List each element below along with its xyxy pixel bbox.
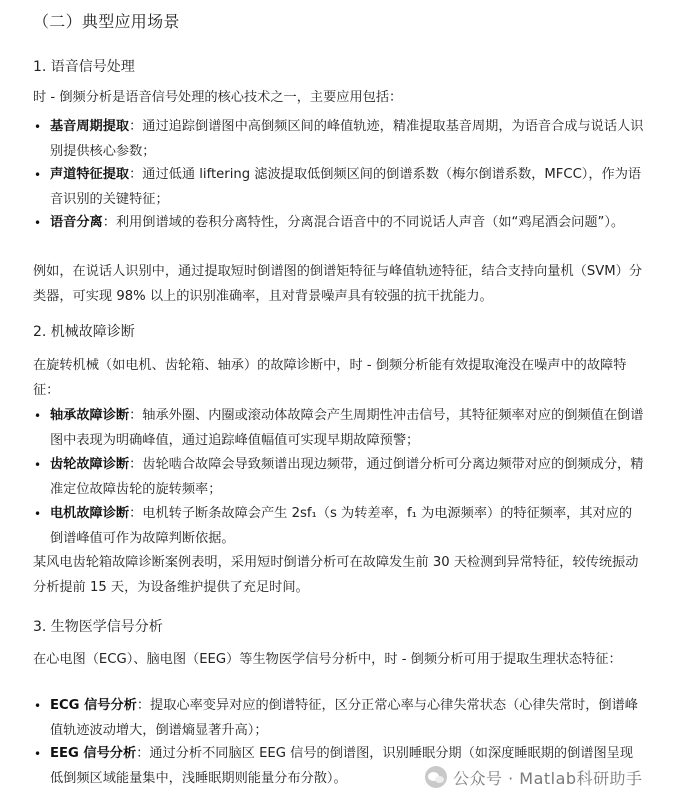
bullet-dot: • (34, 458, 42, 472)
watermark-text: 公众号 · Matlab科研助手 (453, 768, 643, 788)
biomedical-intro: 在心电图（ECG）、脑电图（EEG）等生物医学信号分析中，时 - 倒频分析可用于提取生理状态特征： (33, 652, 622, 667)
item-text: ：提取心率变异对应的倒谱特征，区分正常心率与心律失常状态（心律失常时，倒谱峰值轨迹波动增大，倒谱熵显著升高）； (50, 698, 638, 738)
bullet-dot: • (34, 699, 42, 713)
heading-biomedical: 3. 生物医学信号分析 (33, 619, 163, 635)
list-item (33, 163, 645, 212)
item-text: ：通过分析不同脑区 EEG 信号的倒谱图，识别睡眠分期（如深度睡眠期的倒谱图呈现低倒频区域能量集中，浅睡眠期则能量分布分散）。 (50, 746, 634, 786)
bullet-dot: • (34, 507, 42, 521)
bullet-dot: • (34, 216, 42, 230)
bullet-dot: • (34, 168, 42, 182)
section-title: （二）典型应用场景 (33, 12, 180, 31)
item-term: 齿轮故障诊断 (50, 457, 130, 472)
item-term: 轴承故障诊断 (50, 408, 130, 423)
item-term: 基音周期提取 (50, 119, 130, 134)
item-term: 电机故障诊断 (50, 506, 130, 521)
list-item (33, 211, 645, 236)
item-term: ECG 信号分析 (50, 698, 137, 713)
list-item (33, 115, 645, 164)
bullet-dot: • (34, 409, 42, 423)
item-term: 声道特征提取 (50, 167, 130, 182)
item-text: ：齿轮啮合故障会导致频谱出现边频带，通过倒谱分析可分离边频带对应的倒频成分，精准定位故障齿轮的旋转频率； (50, 457, 644, 497)
heading-mechanical: 2. 机械故障诊断 (33, 324, 135, 340)
list-item (33, 453, 645, 502)
speech-example: 例如，在说话人识别中，通过提取短时倒谱图的倒谱矩特征与峰值轨迹特征，结合支持向量机（SVM）分类器，可实现 98% 以上的识别准确率，且对背景噪声具有较强的抗干扰能力。 (33, 264, 643, 304)
item-text: ：轴承外圈、内圈或滚动体故障会产生周期性冲击信号，其特征频率对应的倒频值在倒谱图中表现为明确峰值，通过追踪峰值幅值可实现早期故障预警； (50, 408, 644, 448)
item-text: ：利用倒谱域的卷积分离特性，分离混合语音中的不同说话人声音（如“鸡尾酒会问题”）。 (102, 215, 625, 230)
item-term: EEG 信号分析 (50, 746, 137, 761)
item-term: 语音分离 (50, 215, 103, 230)
mechanical-example: 某风电齿轮箱故障诊断案例表明，采用短时倒谱分析可在故障发生前 30 天检测到异常特征，较传统振动分析提前 15 天，为设备维护提供了充足时间。 (33, 555, 639, 595)
item-text: ：电机转子断条故障会产生 2sf₁（s 为转差率，f₁ 为电源频率）的特征频率，其对应的倒谱峰值可作为故障判断依据。 (50, 506, 633, 546)
list-item (33, 694, 645, 743)
item-text: ：通过低通 liftering 滤波提取低倒频区间的倒谱系数（梅尔倒谱系数，MFCC），作为语音识别的关键特征； (50, 167, 642, 207)
wechat-icon (425, 766, 447, 788)
list-item (33, 502, 645, 551)
bullet-dot: • (34, 747, 42, 761)
list-item (33, 404, 645, 453)
speech-intro: 时 - 倒频分析是语音信号处理的核心技术之一，主要应用包括： (33, 90, 403, 105)
watermark (421, 764, 649, 790)
item-text: ：通过追踪倒谱图中高倒频区间的峰值轨迹，精准提取基音周期，为语音合成与说话人识别提供核心参数； (50, 119, 644, 159)
heading-speech: 1. 语音信号处理 (33, 59, 135, 75)
bullet-dot: • (34, 120, 42, 134)
mechanical-intro: 在旋转机械（如电机、齿轮箱、轴承）的故障诊断中，时 - 倒频分析能有效提取淹没在噪声中的故障特征： (33, 358, 627, 398)
